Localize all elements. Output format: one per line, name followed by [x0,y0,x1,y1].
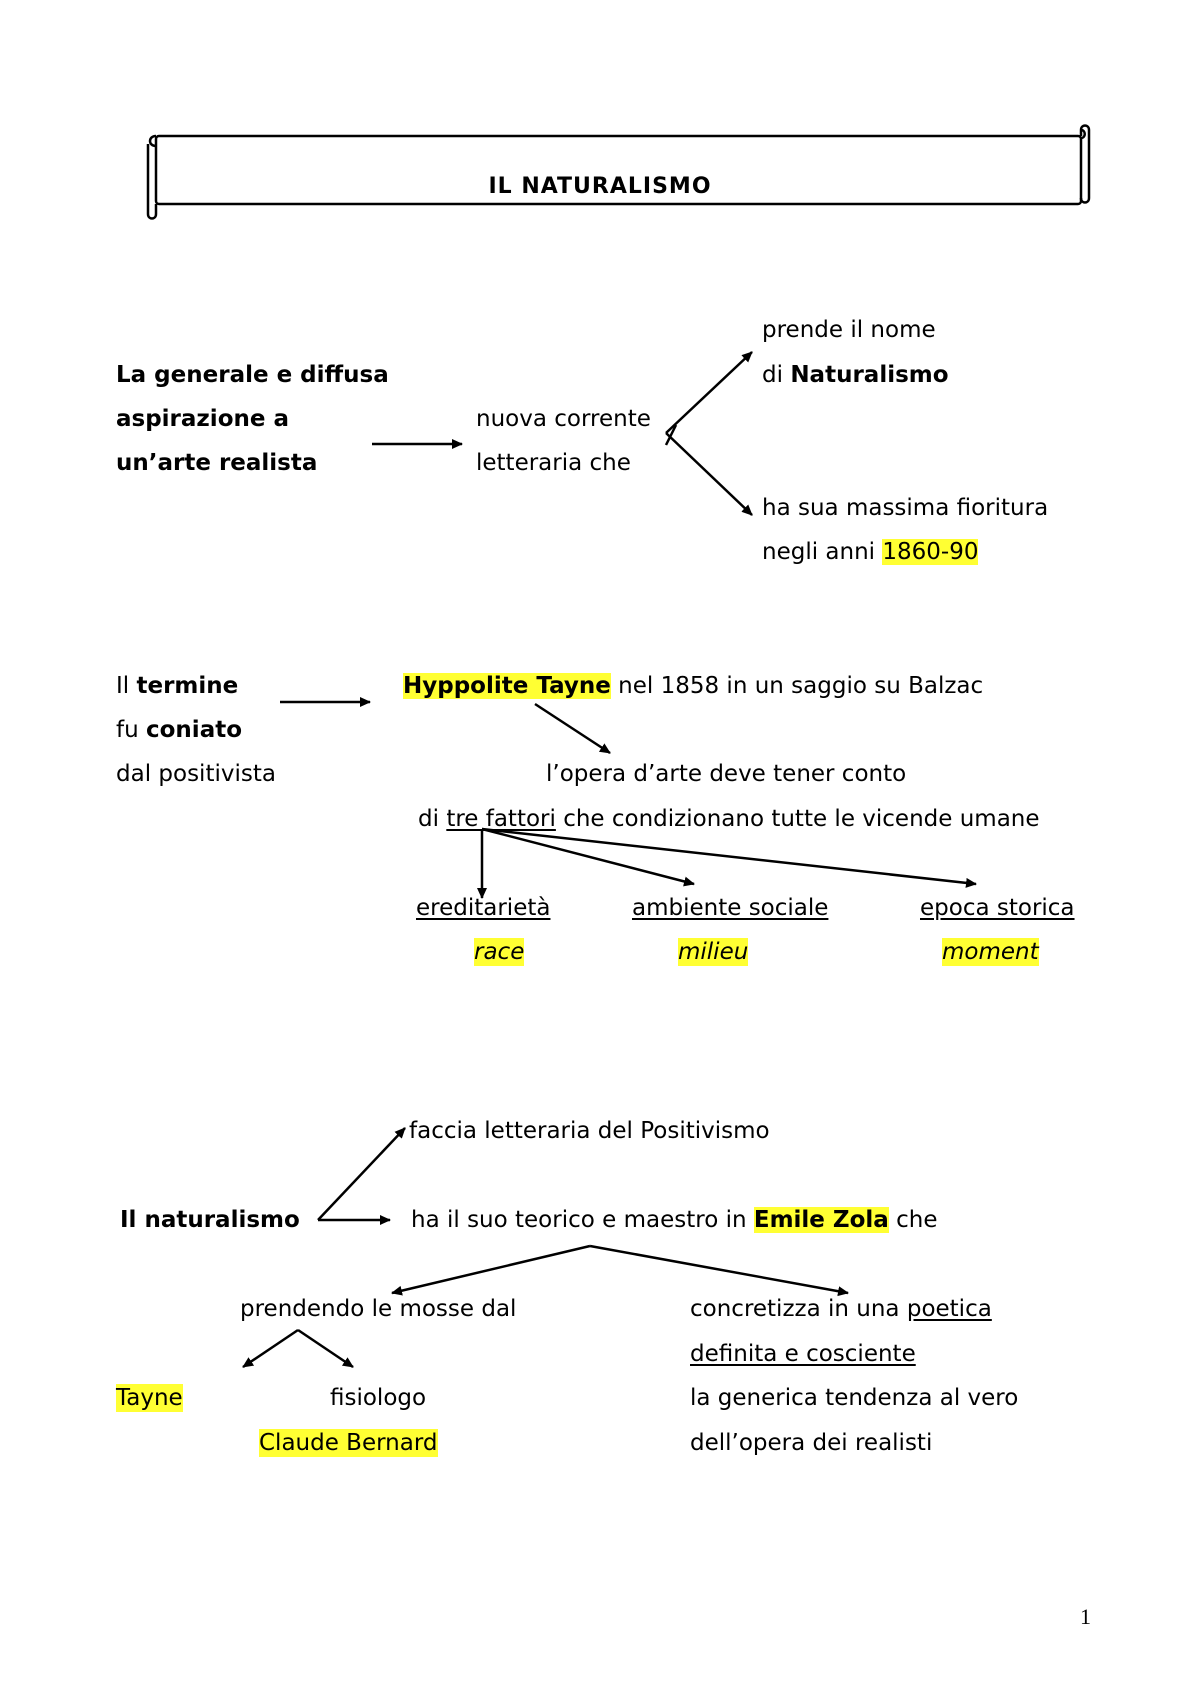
arrow-s1-down [666,433,752,515]
s1-top-line2: di Naturalismo [762,362,949,388]
arrow-s3-bernard [298,1330,353,1367]
s1-top-line1: prende il nome [762,317,936,343]
s3-left-branch: prendendo le mosse dal [240,1296,517,1322]
arrow-s2-milieu [482,829,694,884]
factor-name-3: epoca storica [920,895,1075,921]
s1-mid-line2: letteraria che [476,450,631,476]
s3-right-line1: concretizza in una poetica [690,1296,992,1322]
s3-fisiologo: fisiologo [330,1385,427,1411]
factor-term-1: race [474,939,525,965]
arrow-s2-moment [482,829,976,884]
s3-bernard: Claude Bernard [259,1430,438,1456]
s3-right-line2: definita e cosciente [690,1341,916,1367]
arrow-s1-up [666,352,752,433]
s3-mid-branch: ha il suo teorico e maestro in Emile Zola che [411,1207,938,1233]
s2-fattori-line: di tre fattori che condizionano tutte le vicende umane [418,806,1040,832]
s3-tayne: Tayne [116,1385,183,1411]
naturalismo-term: Naturalismo [790,362,949,388]
s1-left-line1: La generale e diffusa [116,362,389,388]
zola-highlight: Emile Zola [753,1207,889,1233]
arrow-s2-tayne [535,704,610,753]
author-highlight: Hyppolite Tayne [403,673,611,699]
arrow-s3-top [318,1128,405,1220]
page-number: 1 [1080,1604,1091,1629]
title-scroll-banner [148,126,1089,219]
arrow-s3-left [392,1246,590,1293]
s2-left-line2: fu coniato [116,717,243,743]
factor-name-2: ambiente sociale [632,895,829,921]
page-title: IL NATURALISMO [488,174,712,199]
s1-mid-line1: nuova corrente [476,406,651,432]
factor-term-2: milieu [678,939,749,965]
s2-left-line1: Il termine [116,673,239,699]
years-highlight: 1860-90 [882,539,979,565]
s3-root: Il naturalismo [120,1207,300,1233]
s2-left-line3: dal positivista [116,761,276,787]
arrow-s3-tayne [243,1330,298,1367]
s1-bottom-line1: ha sua massima fioritura [762,495,1049,521]
s1-left-line3: un’arte realista [116,450,318,476]
factor-term-3: moment [942,939,1039,965]
s3-right-line4: dell’opera dei realisti [690,1430,933,1456]
s2-opera-line: l’opera d’arte deve tener conto [546,761,907,787]
s3-right-line3: la generica tendenza al vero [690,1385,1019,1411]
s1-left-line2: aspirazione a [116,406,289,432]
s1-bottom-line2: negli anni 1860-90 [762,539,979,565]
arrow-s3-right [590,1246,848,1293]
s3-top-branch: faccia letteraria del Positivismo [409,1118,770,1144]
factor-name-1: ereditarietà [416,895,551,921]
s2-author-line: Hyppolite Tayne nel 1858 in un saggio su Balzac [403,673,984,699]
